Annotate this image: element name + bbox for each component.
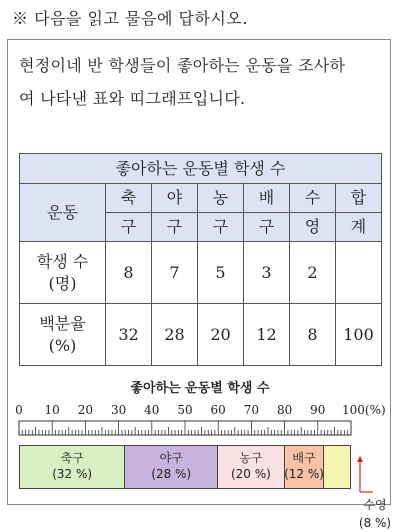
sport-bottom-0: 구 <box>106 213 152 242</box>
sport-bottom-5: 계 <box>336 213 382 242</box>
segment-value: (32 %) <box>52 467 93 481</box>
sport-top-5: 합 <box>336 184 382 213</box>
table-title: 좋아하는 운동별 학생 수 <box>20 154 382 184</box>
row-header-count-line-1: 학생 수 <box>36 251 89 271</box>
ruler-tick-label: 50 <box>177 403 193 417</box>
count-cell-3: 3 <box>244 242 290 304</box>
problem-text-line-2: 여 나타낸 표와 띠그래프입니다. <box>19 89 246 108</box>
ruler-tick-label: 30 <box>110 403 127 417</box>
count-cell-2: 5 <box>198 242 244 304</box>
segment-name: 축구 <box>60 451 84 466</box>
count-cell-4: 2 <box>290 242 336 304</box>
strip-segment <box>285 445 325 489</box>
percent-cell-0: 32 <box>106 304 152 366</box>
sport-bottom-2: 구 <box>198 213 244 242</box>
percent-ruler <box>8 40 392 506</box>
swim-callout-name: 수영 <box>363 498 387 512</box>
row-header-sport: 운동 <box>20 184 106 242</box>
segment-value: (12 %) <box>284 467 324 481</box>
segment-name: 배구 <box>292 451 316 466</box>
sport-top-3: 배 <box>244 184 290 213</box>
percent-cell-2: 20 <box>198 304 244 366</box>
sport-top-2: 농 <box>198 184 244 213</box>
instruction: ※ 다음을 읽고 물음에 답하시오. <box>12 9 248 28</box>
ruler-tick-label: 100(%) <box>342 403 386 417</box>
ruler-tick-label: 40 <box>144 403 160 417</box>
ruler-tick-label: 80 <box>276 403 293 417</box>
strip-segment <box>19 445 125 489</box>
count-cell-0: 8 <box>106 242 152 304</box>
segment-name: 농구 <box>239 451 263 466</box>
segment-value: (28 %) <box>151 467 192 481</box>
sport-bottom-4: 영 <box>290 213 336 242</box>
ruler-tick-label: 60 <box>210 403 226 417</box>
problem-text-line-1: 현정이네 반 학생들이 좋아하는 운동을 조사하 <box>19 56 346 75</box>
strip-segment <box>125 445 218 489</box>
sport-bottom-1: 구 <box>152 213 198 242</box>
segment-name: 야구 <box>159 451 183 466</box>
ruler-tick-label: 0 <box>15 403 23 417</box>
sport-bottom-3: 구 <box>244 213 290 242</box>
percent-cell-4: 8 <box>290 304 336 366</box>
ruler-tick-label: 90 <box>310 403 326 417</box>
swim-callout-value: (8 %) <box>358 516 392 530</box>
ruler-tick-label: 20 <box>77 403 94 417</box>
strip-segment <box>324 445 351 489</box>
chart-title: 좋아하는 운동별 학생 수 <box>130 381 270 396</box>
sport-top-4: 수 <box>290 184 336 213</box>
percent-cell-3: 12 <box>244 304 290 366</box>
percent-cell-1: 28 <box>152 304 198 366</box>
ruler-tick-label: 10 <box>44 403 60 417</box>
segment-value: (20 %) <box>230 467 271 481</box>
ruler-tick-label: 70 <box>243 403 260 417</box>
problem-box <box>7 39 392 530</box>
swim-callout-label <box>356 496 394 532</box>
row-header-percent-line-1: 백분율 <box>39 313 86 333</box>
sport-top-0: 축 <box>106 184 152 213</box>
callout-arrowhead <box>357 456 363 462</box>
count-cell-1: 7 <box>152 242 198 304</box>
row-header-percent-line-2: (%) <box>48 335 77 355</box>
row-header-count-line-2: (명) <box>48 273 77 293</box>
percent-cell-5: 100 <box>336 304 382 366</box>
sport-top-1: 야 <box>152 184 198 213</box>
strip-segment <box>218 445 284 489</box>
